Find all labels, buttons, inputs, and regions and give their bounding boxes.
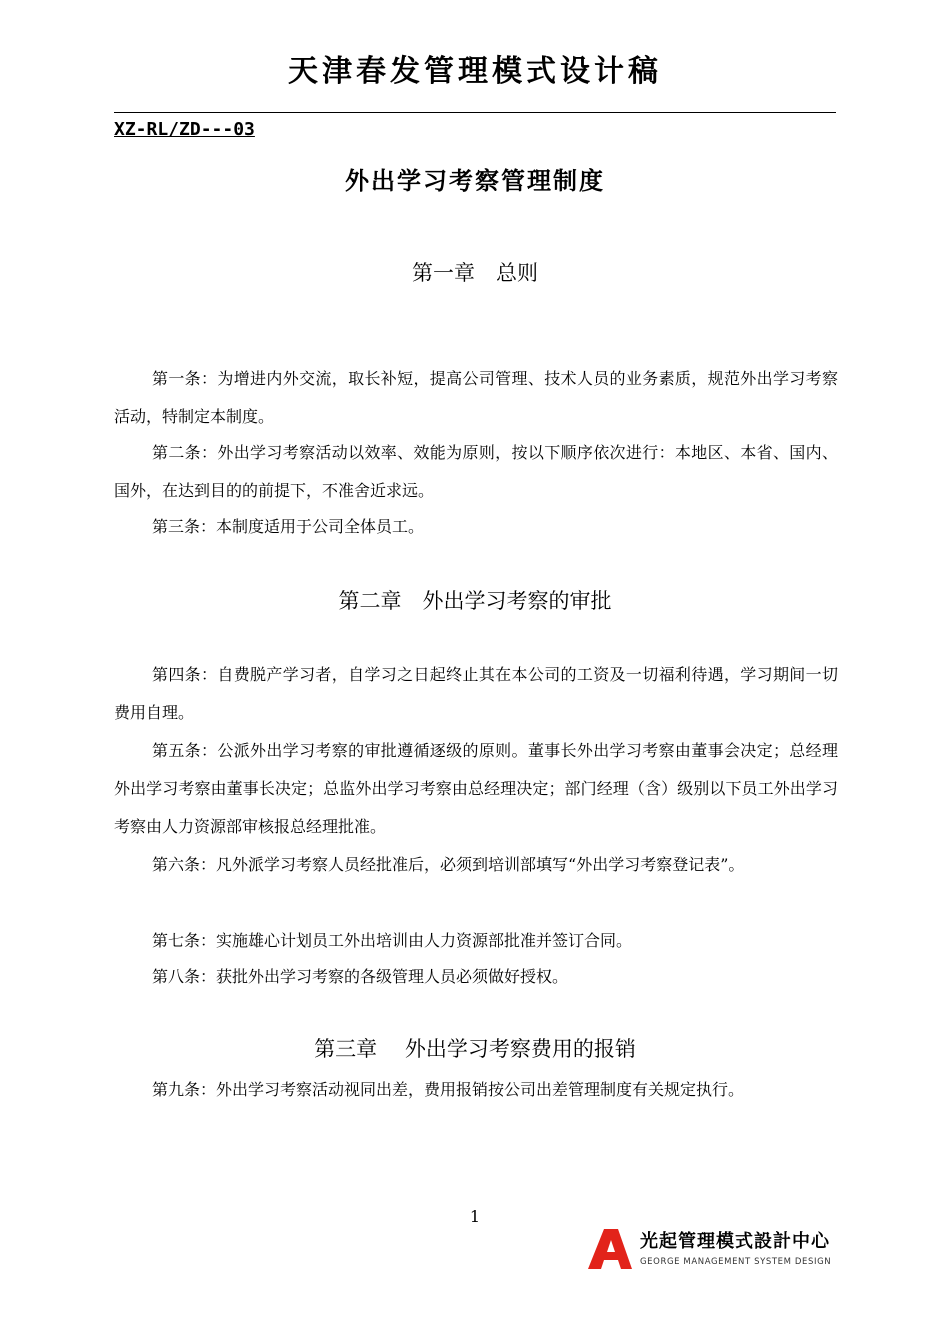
article-6-text: 凡外派学习考察人员经批准后，必须到培训部填写“外出学习考察登记表”。 (216, 855, 745, 874)
article-9-label: 第九条： (152, 1080, 217, 1099)
article-2 (114, 434, 838, 510)
article-4-text: 自费脱产学习者，自学习之日起终止其在本公司的工资及一切福利待遇，学习期间一切费用自理。 (114, 665, 838, 722)
page-header-title: 天津春发管理模式设计稿 (288, 54, 662, 89)
article-4-label: 第四条： (152, 665, 218, 684)
article-1 (114, 360, 838, 436)
article-3-text: 本制度适用于公司全体员工。 (216, 517, 425, 536)
article-8 (114, 958, 838, 996)
article-3 (114, 508, 838, 546)
article-5-label: 第五条： (152, 741, 218, 760)
article-7-text: 实施雄心计划员工外出培训由人力资源部批准并签订合同。 (216, 931, 633, 950)
article-5 (114, 732, 838, 846)
chapter-3-heading: 第三章 外出学习考察费用的报销 (314, 1037, 636, 1061)
logo-chinese-name: 光起管理模式設計中心 (640, 1231, 830, 1252)
article-1-text: 为增进内外交流，取长补短，提高公司管理、技术人员的业务素质，规范外出学习考察活动，特制定本制度。 (114, 369, 838, 426)
article-4 (114, 656, 838, 732)
article-9-text: 外出学习考察活动视同出差，费用报销按公司出差管理制度有关规定执行。 (216, 1080, 745, 1099)
logo-a-shape (588, 1229, 632, 1269)
article-7 (114, 922, 838, 960)
article-9 (114, 1071, 838, 1109)
article-3-label: 第三条： (152, 517, 217, 536)
chapter-2-heading: 第二章 外出学习考察的审批 (338, 589, 612, 613)
page-number: 1 (469, 1207, 481, 1226)
document-title: 外出学习考察管理制度 (345, 167, 605, 195)
article-8-text: 获批外出学习考察的各级管理人员必须做好授权。 (216, 967, 569, 986)
logo-english-name: GEORGE MANAGEMENT SYSTEM DESIGN (640, 1257, 832, 1267)
article-6-label: 第六条： (152, 855, 217, 874)
header-rule (114, 112, 836, 113)
article-5-text: 公派外出学习考察的审批遵循逐级的原则。董事长外出学习考察由董事会决定；总经理外出学习考察由董事长决定；总监外出学习考察由总经理决定；部门经理（含）级别以下员工外出学习考察由人力资源部审核报总经理批准。 (114, 741, 838, 836)
article-7-label: 第七条： (152, 931, 217, 950)
article-6 (114, 846, 838, 884)
logo-a-mark-icon (586, 1228, 634, 1270)
article-8-label: 第八条： (152, 967, 217, 986)
article-1-label: 第一条： (152, 369, 218, 388)
document-code: XZ-RL/ZD---03 (114, 119, 255, 140)
article-2-label: 第二条： (152, 443, 218, 462)
footer-logo (586, 1228, 838, 1272)
chapter-1-heading: 第一章 总则 (412, 261, 538, 285)
article-2-text: 外出学习考察活动以效率、效能为原则，按以下顺序依次进行：本地区、本省、国内、国外，在达到目的的前提下，不准舍近求远。 (114, 443, 838, 500)
